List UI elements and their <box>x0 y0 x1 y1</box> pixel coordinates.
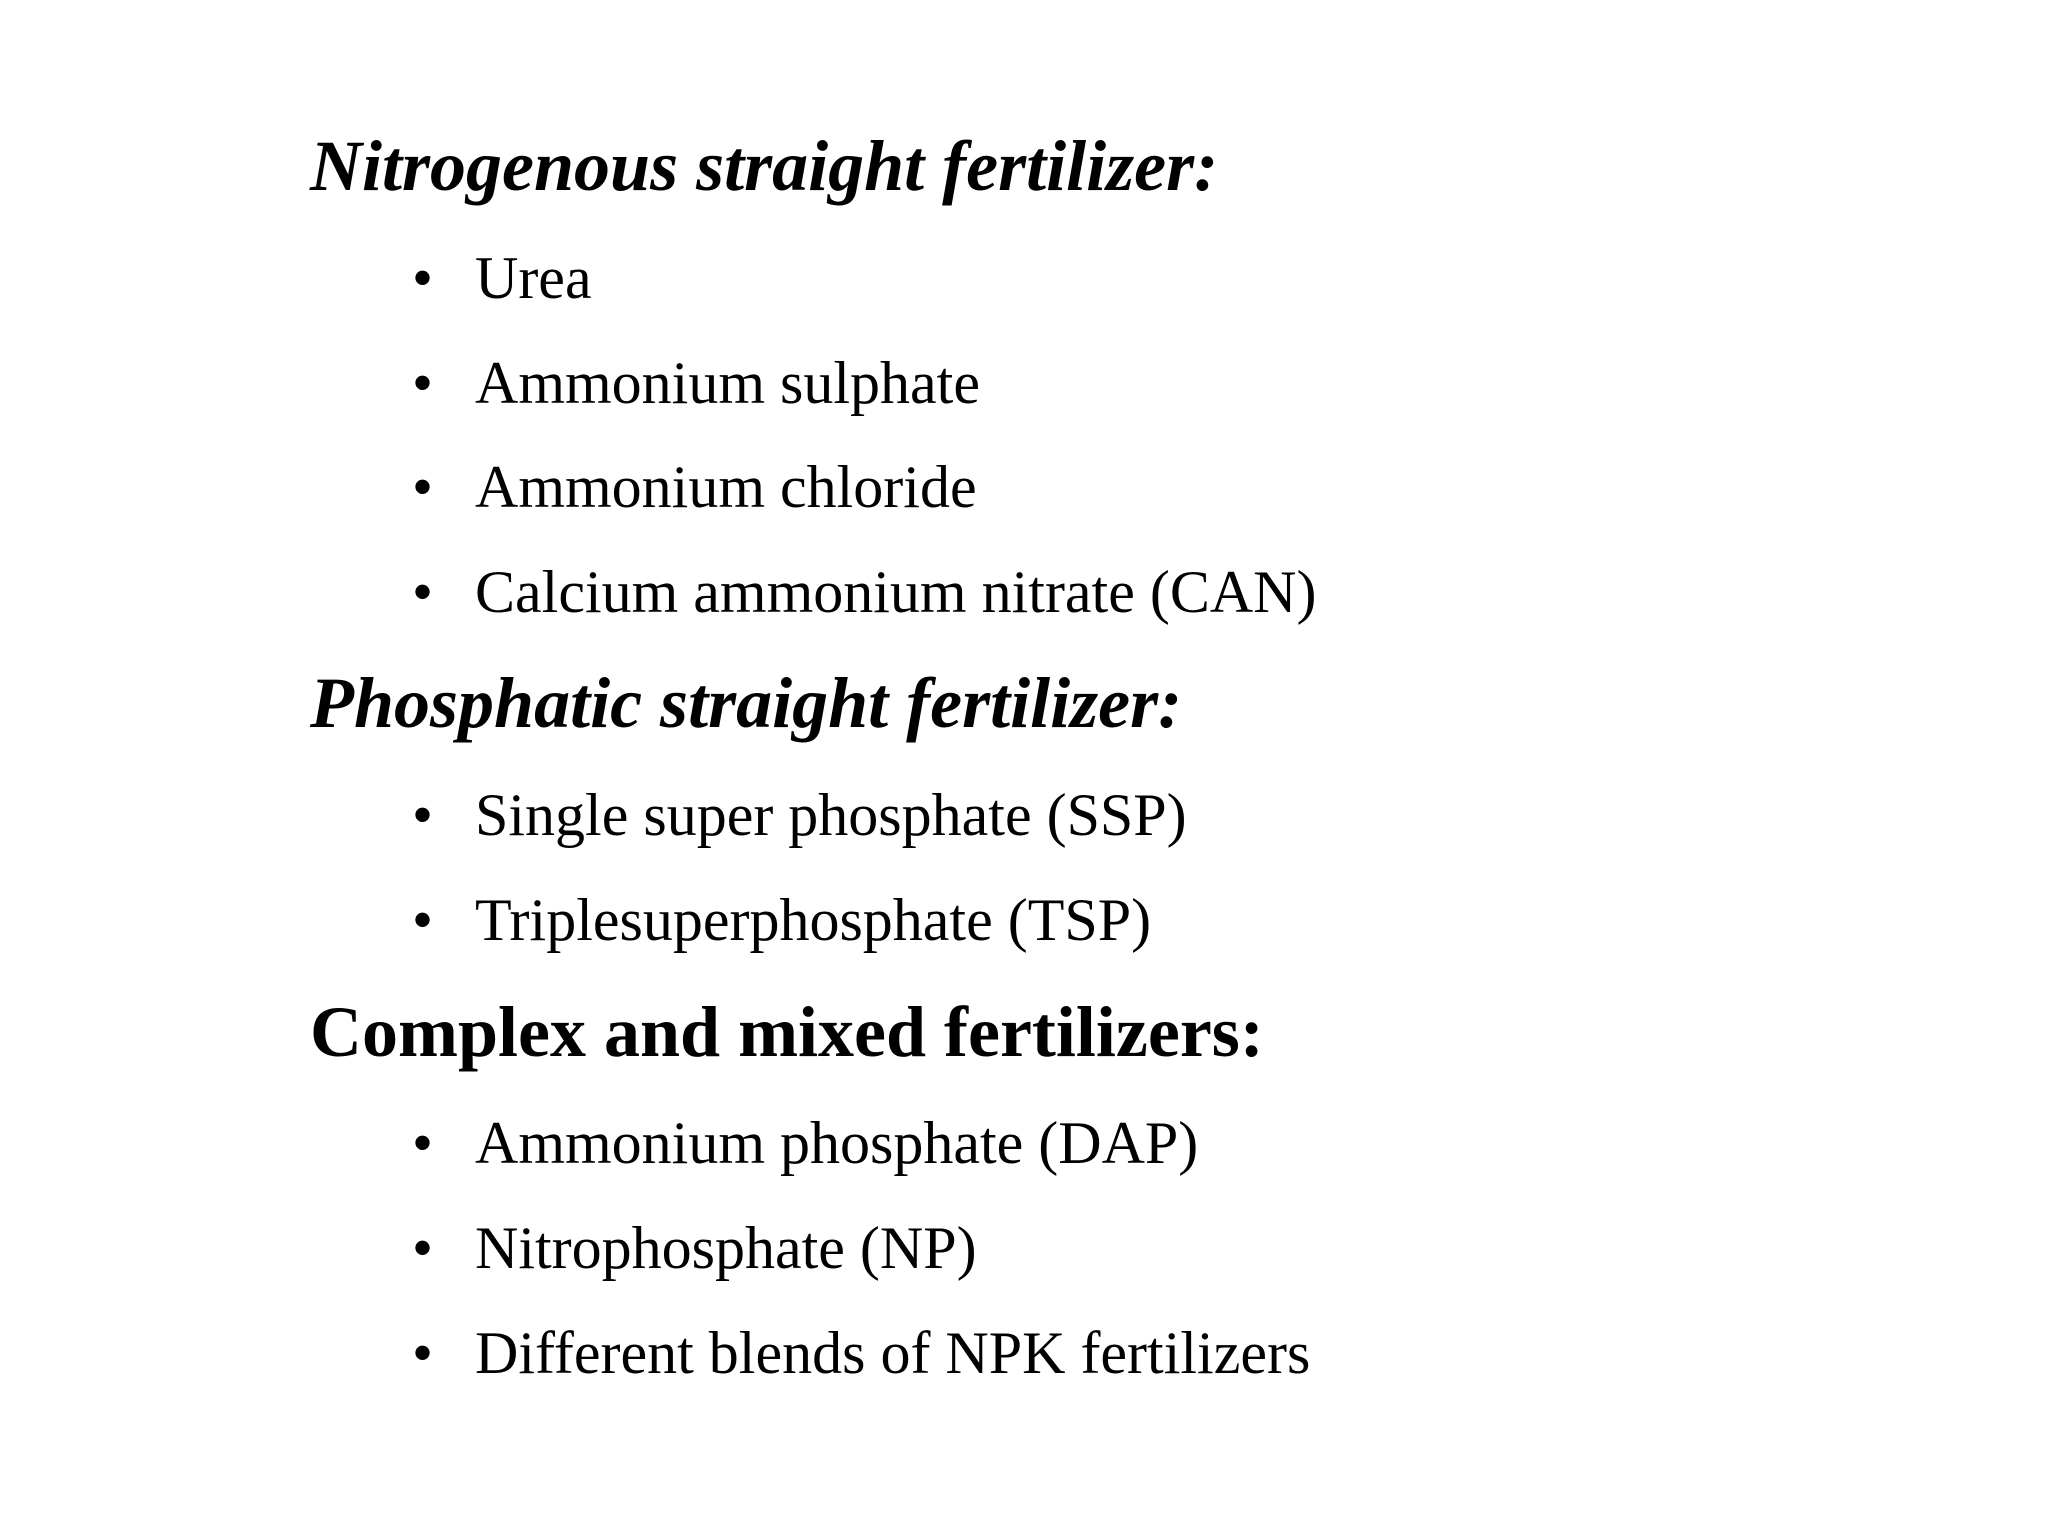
section-heading-nitrogenous: Nitrogenous straight fertilizer: <box>310 126 1219 206</box>
list-item-label: Ammonium phosphate (DAP) <box>475 1110 1199 1176</box>
section-heading-complex: Complex and mixed fertilizers: <box>310 992 1264 1072</box>
bullet-icon: • <box>412 350 434 416</box>
bullet-icon: • <box>412 782 434 848</box>
bullet-icon: • <box>412 454 434 520</box>
list-item-label: Ammonium sulphate <box>475 350 980 416</box>
bullet-icon: • <box>412 1215 434 1281</box>
bullet-icon: • <box>412 887 434 953</box>
list-item-label: Urea <box>475 245 592 311</box>
list-item-label: Different blends of NPK fertilizers <box>475 1320 1311 1386</box>
bullet-icon: • <box>412 1320 434 1386</box>
list-item-label: Calcium ammonium nitrate (CAN) <box>475 559 1317 625</box>
list-item-label: Triplesuperphosphate (TSP) <box>475 887 1152 953</box>
list-item-label: Nitrophosphate (NP) <box>475 1215 977 1281</box>
list-item-label: Single super phosphate (SSP) <box>475 782 1187 848</box>
bullet-icon: • <box>412 245 434 311</box>
bullet-icon: • <box>412 559 434 625</box>
list-item-label: Ammonium chloride <box>475 454 977 520</box>
bullet-icon: • <box>412 1110 434 1176</box>
section-heading-phosphatic: Phosphatic straight fertilizer: <box>310 663 1183 743</box>
